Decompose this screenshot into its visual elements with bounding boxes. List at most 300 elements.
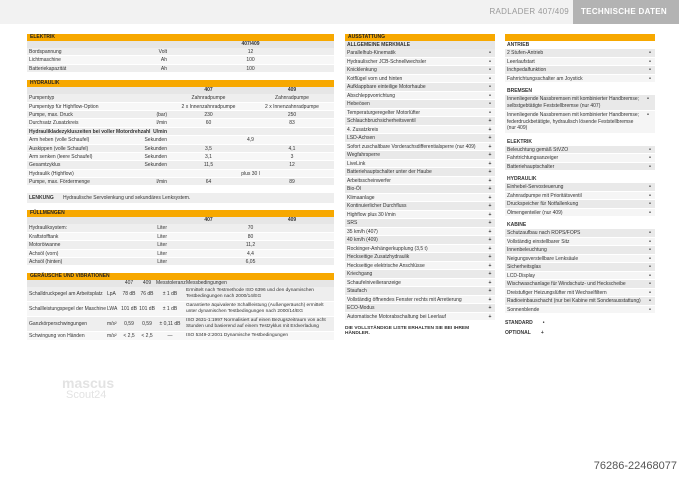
table-row	[27, 317, 334, 332]
row-value: 4,4	[247, 250, 254, 257]
optional-mark: +	[488, 152, 492, 158]
list-item	[345, 194, 495, 203]
row-unit: Sekunden	[144, 162, 167, 169]
row-value-409: 101 dB	[139, 306, 155, 313]
optional-mark: +	[488, 211, 492, 218]
row-value-409: Zahnradpumpe	[275, 95, 309, 102]
list-item	[345, 287, 495, 296]
col-conditions: Messbedingungen	[186, 280, 227, 287]
ausstattung-heading: AUSSTATTUNG	[345, 34, 495, 41]
row-unit: l/min	[156, 179, 167, 186]
row-value-409: 83	[289, 120, 295, 127]
list-item	[505, 163, 655, 172]
kabine-list	[505, 229, 655, 314]
item-label: Beleuchtung gemäß StVZO	[507, 146, 569, 153]
standard-mark: •	[649, 272, 651, 279]
table-row	[27, 224, 334, 232]
row-value-409: 0,59	[142, 321, 152, 328]
watermark-sublogo: Scout24	[66, 389, 107, 401]
table-row	[27, 94, 334, 102]
item-label: Innenliegende Nassbremsen mit kombinierter Handbremse; federdruckbetätigte, hydraulisch lösende Feststellbremse (nur 409)	[507, 112, 640, 131]
table-row	[27, 241, 334, 249]
list-item	[505, 209, 655, 218]
standard-mark: •	[489, 50, 491, 56]
row-value-407: 60	[205, 120, 212, 127]
list-item	[345, 270, 495, 279]
row-value-409: 12	[289, 162, 295, 169]
list-item	[505, 183, 655, 192]
standard-mark: •	[649, 298, 651, 304]
row-label: Hydraulik (Highflow)	[29, 170, 74, 177]
optional-mark: +	[488, 262, 492, 269]
row-value-409: 4,1	[288, 145, 296, 152]
hydraulik-model-header	[27, 87, 334, 94]
row-tolerance: ± 0,11 dB	[159, 321, 181, 328]
standard-mark: •	[489, 92, 491, 99]
elektrik-model-header	[27, 41, 334, 48]
row-conditions: ISO 5349-2:2001 Dynamische Testbedingungen	[186, 333, 289, 339]
row-unit: LWA	[107, 306, 118, 313]
item-label: Hydraulischer JCB-Schnellwechsler	[347, 58, 427, 65]
item-label: Sofort zuschaltbare Vorderachsdifferentialsperre (nur 409)	[347, 143, 476, 150]
row-conditions: ISO 2631-1:1997 Normalisiert auf einen Bezugszeitraum von acht Stunden und basierend auf einem Testzyklus mit Erdverladung	[186, 318, 326, 330]
list-item	[345, 253, 495, 262]
standard-mark: •	[649, 50, 651, 56]
geraeusche-heading: GERÄUSCHE UND VIBRATIONEN	[27, 273, 334, 280]
row-unit: Liter	[157, 250, 167, 257]
list-item	[345, 126, 495, 135]
row-unit: Sekunden	[144, 145, 167, 152]
equipment-column-detail	[505, 34, 655, 338]
standard-mark: •	[649, 247, 651, 253]
standard-mark: •	[489, 109, 491, 116]
row-label: Arm senken (leere Schaufel)	[29, 153, 93, 160]
standard-mark: •	[489, 84, 491, 90]
row-label: Pumpe, max. Fördermenge	[29, 179, 90, 186]
optional-mark: +	[488, 228, 492, 235]
item-label: Staufach	[347, 288, 367, 294]
optional-mark: +	[488, 118, 492, 124]
col-409: 409	[287, 87, 297, 94]
col-407: 407	[204, 87, 213, 94]
item-label: Kriechgang	[347, 271, 373, 277]
optional-mark: +	[488, 296, 492, 303]
standard-mark: •	[649, 281, 651, 287]
row-value: 100	[246, 65, 255, 72]
standard-mark: •	[649, 155, 651, 161]
list-item	[345, 245, 495, 254]
row-label: Auskippen (volle Schaufel)	[29, 145, 89, 152]
standard-mark: •	[649, 184, 651, 190]
row-label: Pumpe, max. Druck	[29, 111, 73, 118]
list-item	[345, 143, 495, 152]
row-unit	[137, 170, 167, 177]
row-value-409: 3	[290, 153, 294, 160]
item-label: Innenliegende Nassbremsen mit kombinierter Handbremse; selbstgebtätigte Feststellbremse (nur 407)	[507, 96, 640, 109]
legend-standard-label: STANDARD	[505, 320, 533, 326]
row-value-407: 2 x Innenzahnradpumpe	[181, 103, 236, 110]
list-item	[505, 246, 655, 255]
item-label: Einhebel-Servosteuerung	[507, 184, 564, 190]
row-tolerance: —	[167, 333, 173, 340]
row-label: Schalldruckpegel am Arbeitsplatz	[29, 291, 103, 298]
item-label: Innenbeleuchtung	[507, 247, 547, 253]
lenkung-text: Hydraulische Servolenkung und sekundäres Lenksystem.	[63, 195, 191, 202]
legend-optional	[505, 328, 655, 338]
row-value-407: 101 dB	[121, 306, 137, 313]
fuellmengen-model-header	[27, 217, 334, 224]
list-item	[345, 185, 495, 194]
item-label: Heckseitige elektrische Anschlüsse	[347, 262, 425, 269]
row-value: 4,9	[247, 137, 254, 144]
table-row	[27, 136, 334, 144]
item-label: LiveLink	[347, 160, 366, 167]
row-unit: Liter	[157, 225, 167, 232]
list-item	[345, 228, 495, 237]
optional-mark: +	[488, 271, 492, 277]
standard-mark: •	[649, 58, 651, 65]
optional-mark: +	[488, 254, 492, 260]
fuellmengen-table	[27, 224, 334, 266]
col-407: 407	[124, 280, 134, 287]
row-label: Schwingung von Händen	[29, 333, 85, 340]
row-unit: l/min	[156, 120, 167, 127]
row-value: 80	[247, 233, 254, 240]
item-label: Parallelhub-Kinematik	[347, 50, 396, 56]
item-label: Wischwaschanlage für Windschutz- und Heckscheibe	[507, 281, 626, 287]
list-item	[505, 238, 655, 247]
row-value-409	[250, 128, 334, 135]
row-unit: Ah	[160, 57, 167, 64]
item-label: Inchpedalfunktion	[507, 67, 547, 73]
table-row	[27, 48, 334, 56]
row-unit	[137, 103, 167, 110]
row-value: plus 30 l	[241, 170, 260, 177]
item-label: Sonnenblende	[507, 306, 540, 313]
table-row	[27, 178, 334, 186]
bremsen-list	[505, 95, 655, 134]
item-label: Batteriehauptschalter	[507, 163, 555, 170]
item-label: 40 km/h (409)	[347, 237, 378, 243]
optional-mark: +	[488, 177, 492, 184]
list-item	[505, 111, 655, 134]
standard-mark: •	[649, 230, 651, 236]
row-unit: Volt	[158, 49, 167, 55]
row-unit: m/s²	[107, 333, 117, 340]
hydraulik-eq-list	[505, 183, 655, 217]
list-item	[345, 49, 495, 58]
lenkung-row	[27, 193, 334, 203]
optional-mark: +	[488, 237, 492, 243]
row-value-409: 250	[287, 111, 297, 118]
optional-mark: +	[488, 160, 492, 167]
row-label: Bordspannung	[29, 49, 62, 55]
elektrik-model-label: 407/409	[241, 41, 260, 47]
optional-mark: +	[488, 313, 492, 320]
list-item	[505, 272, 655, 281]
item-label: Kontinuierlicher Durchfluss	[347, 203, 407, 209]
list-item	[505, 200, 655, 209]
list-item	[345, 100, 495, 109]
list-item	[345, 151, 495, 160]
item-label: Neigungsverstellbare Lenksäule	[507, 255, 579, 262]
table-row	[27, 161, 334, 169]
standard-mark: •	[649, 306, 651, 313]
col-409: 409	[142, 280, 152, 287]
item-label: LCD-Display	[507, 272, 536, 279]
hydraulik-table	[27, 94, 334, 186]
standard-mark: •	[649, 289, 651, 296]
reference-number: 76286-22468077	[593, 460, 677, 472]
item-label: Vollständig öffnendes Fenster rechts mit Arretierung	[347, 296, 462, 303]
brand-name: RADLADER	[489, 7, 536, 16]
col-409: 409	[287, 217, 297, 224]
table-row	[27, 65, 334, 73]
row-value-407: 3,5	[205, 145, 212, 152]
brand-model: 407/409	[537, 7, 569, 16]
dealer-note: DIE VOLLSTÄNDIGE LISTE ERHALTEN SIE BEI IHREM HÄNDLER.	[345, 326, 470, 336]
list-item	[505, 255, 655, 264]
item-label: Ölmengenteiler (nur 409)	[507, 209, 563, 216]
elektrik-table	[27, 48, 334, 73]
standard-mark: •	[647, 96, 649, 102]
item-label: LSD-Achsen	[347, 135, 376, 141]
standard-mark: •	[649, 238, 651, 245]
table-row	[27, 119, 334, 127]
col-407: 407	[204, 217, 213, 224]
list-item	[505, 289, 655, 298]
standard-mark: •	[647, 112, 649, 118]
lenkung-title: LENKUNG	[29, 195, 54, 202]
row-value-407: 230	[204, 111, 213, 118]
list-item	[505, 58, 655, 67]
standard-mark: •	[489, 75, 491, 82]
table-row	[27, 153, 334, 161]
antrieb-heading: ANTRIEB	[507, 42, 530, 48]
item-label: Hebeösen	[347, 101, 370, 107]
list-item	[345, 262, 495, 271]
list-item	[505, 192, 655, 201]
row-unit: Liter	[157, 259, 167, 266]
optional-mark: +	[488, 245, 492, 252]
standard-mark: •	[649, 146, 651, 153]
legend-standard	[505, 318, 655, 328]
item-label: Arbeitsscheinwerfer	[347, 177, 391, 184]
section-tab: TECHNISCHE DATEN	[573, 0, 679, 24]
optional-mark: +	[488, 126, 492, 133]
table-row	[27, 258, 334, 266]
list-item	[345, 211, 495, 220]
item-label: Zahnradpumpe mit Prioritätsventil	[507, 192, 582, 199]
item-label: Heckseitige Zusatzhydraulik	[347, 254, 410, 260]
row-label: Achsöl (hinten)	[29, 259, 63, 266]
watermark-logo: mascus	[62, 375, 115, 391]
item-label: Sicherheitsglas	[507, 264, 541, 270]
list-item	[345, 160, 495, 169]
kabine-heading: KABINE	[507, 222, 527, 228]
list-item	[345, 202, 495, 211]
item-label: Leerlaufstart	[507, 58, 535, 65]
allgemein-heading: ALLGEMEINE MERKMALE	[345, 41, 495, 49]
optional-mark: +	[488, 220, 492, 226]
item-label: Automatische Motorabschaltung bei Leerlauf	[347, 313, 446, 320]
list-item	[345, 219, 495, 228]
item-label: Aufklappbare einteilige Motorhaube	[347, 84, 426, 90]
standard-mark: •	[489, 58, 491, 65]
bremsen-heading: BREMSEN	[507, 88, 533, 94]
list-item	[345, 177, 495, 186]
table-row	[27, 250, 334, 258]
item-label: Vollständig einstellbarer Sitz	[507, 238, 570, 245]
legend-optional-symbol: +	[540, 330, 544, 336]
item-label: ECO-Modus	[347, 305, 375, 311]
list-item	[505, 146, 655, 155]
row-conditions: Garantierte äquivalente Schallleistung (Außengeräusch) ermittelt unter dynamischen Testbedingungen nach 2000/14/EG	[186, 303, 324, 315]
list-item	[505, 75, 655, 84]
list-item	[345, 279, 495, 288]
list-item	[345, 92, 495, 101]
row-label: Hydrauliksystem:	[29, 225, 68, 232]
standard-mark: •	[649, 163, 651, 170]
item-label: Fahrrichtungsschalter am Joystick	[507, 75, 583, 82]
row-value: 6,05	[245, 259, 256, 266]
table-row	[27, 332, 334, 341]
standard-mark: •	[649, 75, 651, 82]
list-item	[505, 263, 655, 272]
list-item	[345, 313, 495, 322]
item-label: Klimaanlage	[347, 194, 375, 201]
geraeusche-table	[27, 287, 334, 341]
col-tolerance: Messtoleranz	[156, 280, 186, 287]
list-item	[345, 304, 495, 313]
row-value: 11,2	[245, 242, 256, 249]
item-label: Knicklenkung	[347, 67, 377, 73]
list-item	[345, 83, 495, 92]
item-label: Bio-Öl	[347, 186, 361, 192]
row-unit: LpA	[107, 291, 116, 298]
row-value-409: 76 dB	[140, 291, 154, 298]
row-unit: Liter	[157, 233, 167, 240]
fuellmengen-heading: FÜLLMENGEN	[27, 210, 334, 217]
item-label: Dreistufiger Heizungslüfter mit Wechselfiltern	[507, 289, 607, 296]
row-value-407	[167, 128, 250, 135]
table-row	[27, 145, 334, 153]
row-value-407: 64	[205, 179, 212, 186]
standard-mark: •	[649, 192, 651, 199]
standard-mark: •	[489, 101, 491, 107]
list-item	[345, 58, 495, 67]
item-label: Rockinger-Anhängerkupplung (3,5 t)	[347, 245, 428, 252]
row-value-407: 11,5	[203, 162, 214, 169]
row-unit	[137, 94, 167, 101]
list-item	[345, 109, 495, 118]
optional-mark: +	[488, 305, 492, 311]
optional-mark: +	[488, 186, 492, 192]
row-value-409: < 2,5	[141, 333, 153, 340]
row-value: 12	[247, 49, 254, 55]
table-row	[27, 111, 334, 119]
row-value: 70	[247, 225, 254, 232]
row-unit: Ah	[160, 65, 167, 72]
item-label: Wegfahrsperre	[347, 152, 380, 158]
row-label: Batteriekapazität	[29, 65, 67, 72]
antrieb-list	[505, 49, 655, 83]
item-label: Highflow plus 30 l/min	[347, 211, 396, 218]
optional-mark: +	[488, 203, 492, 209]
list-item	[505, 297, 655, 306]
table-row	[27, 103, 334, 111]
row-label: Schallleistungspegel der Maschine	[29, 306, 106, 313]
list-item	[345, 134, 495, 143]
item-label: Kotflügel vorn und hinten	[347, 75, 403, 82]
item-label: 2 Stufen-Antrieb	[507, 50, 544, 56]
row-unit: Sekunden	[144, 153, 167, 160]
row-label: Gesamtzyklus	[29, 162, 61, 169]
list-item	[345, 168, 495, 177]
table-row	[27, 170, 334, 178]
row-unit: (bar)	[156, 111, 167, 118]
item-label: Batteriehauptschalter unter der Haube	[347, 169, 432, 175]
item-label: 4. Zusatzkreis	[347, 126, 379, 133]
row-value-407: 3,1	[205, 153, 212, 160]
table-row	[27, 233, 334, 241]
list-item	[505, 95, 655, 111]
row-label: Hydraulikladezykluszeiten bei voller Motordrehzahl	[29, 128, 151, 135]
list-item	[345, 117, 495, 126]
item-label: SRS	[347, 220, 358, 226]
elektrik-heading: ELEKTRIK	[27, 34, 334, 41]
row-label: Kraftstofftank	[29, 233, 59, 240]
legend-standard-symbol: •	[542, 320, 545, 326]
hydraulik-heading: HYDRAULIK	[27, 80, 334, 87]
standard-mark: •	[649, 201, 651, 207]
list-item	[505, 280, 655, 289]
table-row	[27, 128, 334, 136]
row-tolerance: ± 1 dB	[162, 306, 178, 313]
hydraulik-eq-heading: HYDRAULIK	[507, 176, 537, 182]
row-label: Pumpentyp für Highflow-Option	[29, 103, 99, 110]
list-item	[345, 66, 495, 75]
list-item	[505, 66, 655, 75]
row-unit: Sekunden	[144, 137, 167, 144]
row-unit: Liter	[157, 242, 167, 249]
standard-mark: •	[649, 255, 651, 262]
elektrik-eq-list	[505, 146, 655, 172]
row-label: Pumpentyp	[29, 95, 55, 102]
row-value-407: 78 dB	[122, 291, 136, 298]
row-label: Achsöl (vorn)	[29, 250, 59, 257]
table-row	[27, 302, 334, 317]
legend-optional-label: OPTIONAL	[505, 330, 531, 336]
specs-column	[27, 34, 334, 341]
optional-mark: +	[488, 288, 492, 294]
list-item	[345, 296, 495, 305]
item-label: Fahrtrichtungsanzeiger	[507, 155, 559, 161]
row-unit: U/min	[153, 128, 167, 135]
item-label: Temperaturgeregelter Motorlüfter	[347, 109, 421, 116]
row-value-407: 0,59	[124, 321, 134, 328]
row-label: Lichtmaschine	[29, 57, 61, 64]
row-unit: m/s²	[107, 321, 117, 328]
standard-mark: •	[649, 264, 651, 270]
allgemein-list	[345, 49, 495, 321]
row-value-407: < 2,5	[123, 333, 135, 340]
elektrik-eq-heading: ELEKTRIK	[507, 138, 532, 145]
row-label: Durchsatz Zusatzkreis	[29, 120, 79, 127]
brand-title	[489, 7, 569, 16]
list-item	[505, 229, 655, 238]
list-item	[505, 306, 655, 315]
